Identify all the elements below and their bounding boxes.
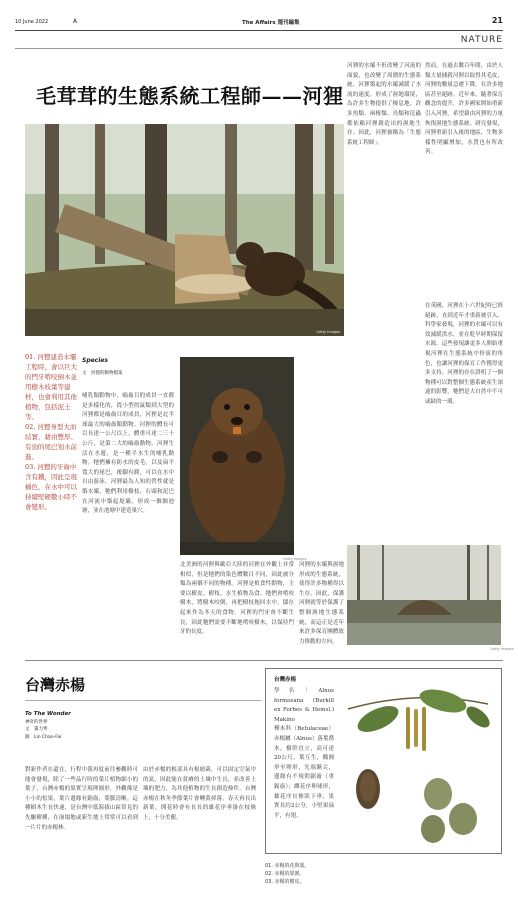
beaver-portrait-illustration xyxy=(180,357,294,555)
body-column-3: 河狸的水壩不但改變了河流的面貌，也改變了周圍的生態系統。河狸築起的水壩減緩了水流的速度，形成了濕地環境，為許多生物提供了棲息地。許多魚類、兩棲類、鳥類和昆蟲都依賴河狸創造出的濕地生存。因此，河狸被稱為「生態系統工程師」。 xyxy=(347,63,421,146)
header-rule xyxy=(15,30,503,31)
magazine-name: The Affairs 週刊編集 xyxy=(242,20,300,26)
body-column-5: 在英國，河狸在十六世紀時已經絕跡，直到近年才重新被引入。科學家發現，河狸的水壩可以有效減緩洪水，並在乾旱時期保留水源。這些發現讓更多人開始重視河狸在生態系統中扮演的角色，也讓河狸的保育工作獲得更多支持。河狸的存在證明了一個物種可以對整個生態系統產生深遠的影響，牠們是大自然中不可或缺的一環。 xyxy=(425,303,503,405)
caption-1: 01. 河狸建造水壩工程時，會以巨大的門牙啃咬倒木並用樹木枝葉等建材，也會利用其他植物，包括泥土等。 xyxy=(25,353,77,421)
caption-list xyxy=(25,352,78,512)
body-column-2: 北美洲的河狸與歐亞大陸的河狸在外觀上非常相似，但是牠們的染色體數目不同，因此被分類為兩個不同的物種。河狸是植食性動物，主要以樹皮、樹枝、水生植物為食。牠們會啃咬樹木，將樹木咬倒，再把樹枝拖回水中，儲存起來作為冬天的食物。河狸的門牙會不斷生長，因此牠們需要不斷地啃咬樹木，以保持門牙的長度。 xyxy=(180,562,294,636)
beaver-tree-photo xyxy=(25,124,344,336)
article2-column-2: 由於赤楊的根部具有根瘤菌，可以固定空氣中的氮，因此能在貧瘠的土壤中生長，並改善土壤的肥力，為其他植物的生長創造條件。台灣赤楊在秋冬季節葉片會轉黃掉落，春天再長出新葉，開花時會有長長的雄花序垂掛在枝條上，十分美麗。 xyxy=(143,767,256,821)
alder-info-box xyxy=(265,668,502,854)
series-subtitle: 神奇的世界 xyxy=(25,720,48,725)
caption-3: 03. 河狸的牙齒中含有鐵，因此呈現橘色，在水中可以持續堅硬數小時不會變形。 xyxy=(25,463,77,511)
section-label: NATURE xyxy=(460,35,503,45)
article2-column-1: 對新作者在還在，行程中我再度前往參觀時可能會發現，除了一些品行時的葉片植物細小的葉子，台灣赤楊的果實呈現卵圓形，外觀像是小小的松果，葉片邊緣有鋸齒，葉脈清晰。這種樹木生長快速，是台灣中低海拔山區常見的先驅樹種，在崩塌地或新生地上常常可以看到一片片的赤楊林。 xyxy=(25,767,138,831)
alder-illustration xyxy=(338,679,498,849)
photographer-line: 圖 Lin Chan-Fai xyxy=(25,734,62,740)
article2-title: 台灣赤楊 xyxy=(25,676,86,694)
box-text xyxy=(274,687,334,847)
beaver-portrait-photo xyxy=(180,357,294,555)
box-description: 樺木科（Betulaceae）赤楊屬（Alnus）落葉喬木，樹幹直立，高可達20公尺，葉互生，橢圓形至卵形，先端漸尖，邊緣有不規則鋸齒（重鋸齒）；雌花序卵球形，雄花序長條狀下垂，果實長約2公分，小堅果扁平，有翅。 xyxy=(274,726,334,819)
dam-credit: Getty Images xyxy=(490,647,514,651)
issue-date: 10 June 2022 xyxy=(15,19,49,25)
box-scientific-name: 學名｜Alnus formosana (Burkill ex Forbes & Hemsl.) Makino xyxy=(274,688,334,723)
caption-2: 02. 河狸身型大而結實，藉由豐厚、有勁的尾巴划水前進。 xyxy=(25,423,77,461)
author-line: 文 董力齊 xyxy=(25,727,48,732)
portrait-credit: Getty Images xyxy=(283,557,307,561)
series-title: To The Wonder xyxy=(25,711,71,717)
article2-rule xyxy=(25,700,261,701)
species-subline: 文 河狸的動物檔案 xyxy=(82,371,123,376)
body-column-3-bottom: 河狸的水壩與濕地形成的生態系統，使得許多物種得以生存。因此，保護河狸就等於保護了整個濕地生態系統，而這正是近年來許多保育團體致力推動的方向。 xyxy=(299,562,344,645)
note-3: 03. 赤楊的樹皮。 xyxy=(265,879,305,885)
beaver-dam-illustration xyxy=(347,545,501,645)
byline xyxy=(25,726,61,741)
section-rule xyxy=(15,48,503,49)
photo-credit: Getty Images xyxy=(316,330,340,334)
species-heading: Species xyxy=(82,357,108,364)
body-column-1: 哺乳類動物中，嚙齒目的成員一直都是多樣化的，從小型的鼠類到大型的河狸都是嚙齒目的成員，河狸是北半球最大的嚙齒類動物。河狸的體長可以長達一公尺以上，體重可達二三十公斤，是第二大的嚙齒動物。河狸生活在水邊，是一種半水生的哺乳動物。牠們擁有防水的皮毛，以及扁平寬大的尾巴，後腳有蹼，可以在水中自由游泳。河狸最為人知的習性就是築水壩，牠們利用樹枝、石頭和泥巴在河流中築起堤壩，形成一個個池塘，並在池塘中建造巢穴。 xyxy=(82,393,174,515)
article-divider xyxy=(25,660,503,661)
header-mark: A xyxy=(73,18,78,25)
box-heading: 台灣赤楊 xyxy=(274,677,297,683)
article-title: 毛茸茸的生態系統工程師——河狸 xyxy=(36,84,344,108)
page-number: 21 xyxy=(491,16,503,25)
note-1: 01. 赤楊的花與葉。 xyxy=(265,863,310,869)
article2-captions xyxy=(265,862,310,886)
body-column-4: 然而，在過去數百年間，由於人類大量捕殺河狸以取得其毛皮，河狸的數量急遽下降，在許多地區甚至絕跡。近年來，隨著保育觀念的提升，許多國家開始重新引入河狸，希望藉由河狸的力量恢復濕地生態系統。研究發現，河狸重新引入後的地區，生物多樣性明顯增加，水質也有所改善。 xyxy=(425,63,503,156)
note-2: 02. 赤楊的果實。 xyxy=(265,871,305,877)
beaver-tree-illustration xyxy=(25,124,344,336)
beaver-dam-photo xyxy=(347,545,501,645)
species-block xyxy=(82,357,174,377)
page-header xyxy=(0,14,518,28)
